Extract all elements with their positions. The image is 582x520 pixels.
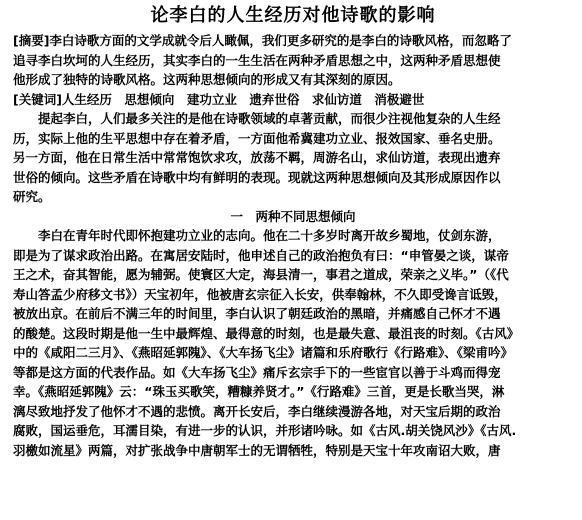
section-line: 王之术，奋其智能，愿为辅弼。使寰区大定，海县清一，事君之道成，荣亲之义毕。”（《代 bbox=[13, 267, 509, 282]
section-line: 幸。《燕昭延郭隗》云：“珠玉买歌笑，糟糠养贤才。”《行路难》三首，更是长歌当哭，淋 bbox=[13, 384, 505, 399]
section-line: 即是为了谋求政治出路。在寓居安陆时，他申述自己的政治抱负有曰：“申管晏之谈，谋帝 bbox=[13, 247, 509, 263]
intro-line: 研究。 bbox=[13, 189, 51, 204]
intro-line: 另一方面，他在日常生活中常常饱饮求攻，放荡不羁，周游名山，求仙访道，表现出遗弃 bbox=[13, 150, 501, 165]
section-line: 寿山答孟少府移文书》）天宝初年，他被唐玄宗征入长安，供奉翰林，不久即受谗言诋毁， bbox=[13, 286, 507, 302]
abstract-line: 追寻李白坎坷的人生经历，其实李白的一生生活在两种矛盾思想之中，这两种矛盾思想使 bbox=[13, 52, 501, 68]
abstract-line: [摘要]李白诗歌方面的文学成就令后人瞰佩，我们更多研究的是李白的诗歌风格，而忽略了 bbox=[13, 33, 512, 48]
section-line: 等都是这方面的代表作品。如《大车扬飞尘》痛斥玄宗手下的一些宦官以善于斗鸡而得宠 bbox=[13, 364, 501, 380]
section-line: 腐败，国运垂危，耳濡目染，有进一步的认识，并形诸吟咏。如《古风.胡关饶风沙》《古风. bbox=[13, 423, 517, 438]
intro-line: 历，实际上他的生平思想中存在着矛盾，一方面他希冀建功立业、报效国家、垂名史册。 bbox=[13, 130, 501, 146]
abstract-line: 他形成了独特的诗歌风格。这两种思想倾向的形成又有其深刻的原因。 bbox=[13, 72, 401, 87]
intro-line: 提起李白，人们最多关注的是他在诗歌领域的卓著贡献，而很少注视他复杂的人生经 bbox=[38, 111, 501, 126]
section-line: 的酸楚。这段时期是他一生中最辉煌、最得意的时刻，也是最失意、最沮丧的时刻。《古风》 bbox=[13, 325, 520, 341]
section-line: 中的《咸阳二三月》、《燕昭延郭隗》、《大车扬飞尘》诸篇和乐府歌行《行路难》、《梁甫吟》 bbox=[13, 345, 514, 360]
section-paragraph bbox=[13, 226, 573, 460]
section-line: 漓尽致地抒发了他怀才不遇的悲愤。离开长安后，李白继续漫游各地，对天宝后期的政治 bbox=[13, 403, 501, 419]
intro-line: 世俗的倾向。这些矛盾在诗歌中均有鲜明的表现。现就这两种思想倾向及其形成原因作以 bbox=[13, 169, 501, 185]
section-line: 被放出京。在前后不满三年的时间里，李白认识了朝廷政治的黑暗，并痛感自己怀才不遇 bbox=[13, 306, 501, 321]
keywords-line: [关键词]人生经历 思想倾向 建功立业 遗弃世俗 求仙访道 消极避世 bbox=[13, 91, 425, 107]
section-line: 羽檄如流星》两篇，对扩张战争中唐朝军士的无谓牺牲，特别是天宝十年攻南诏大败，唐 bbox=[13, 442, 501, 458]
intro-paragraph bbox=[13, 109, 573, 207]
section-heading: 一 两种不同思想倾向 bbox=[230, 208, 356, 224]
section-line: 李白在青年时代即怀抱建功立业的志向。他在二十多岁时离开故乡蜀地，仗剑东游， bbox=[38, 228, 501, 243]
abstract-block bbox=[13, 31, 573, 90]
document-title: 论李白的人生经历对他诗歌的影响 bbox=[150, 5, 436, 26]
